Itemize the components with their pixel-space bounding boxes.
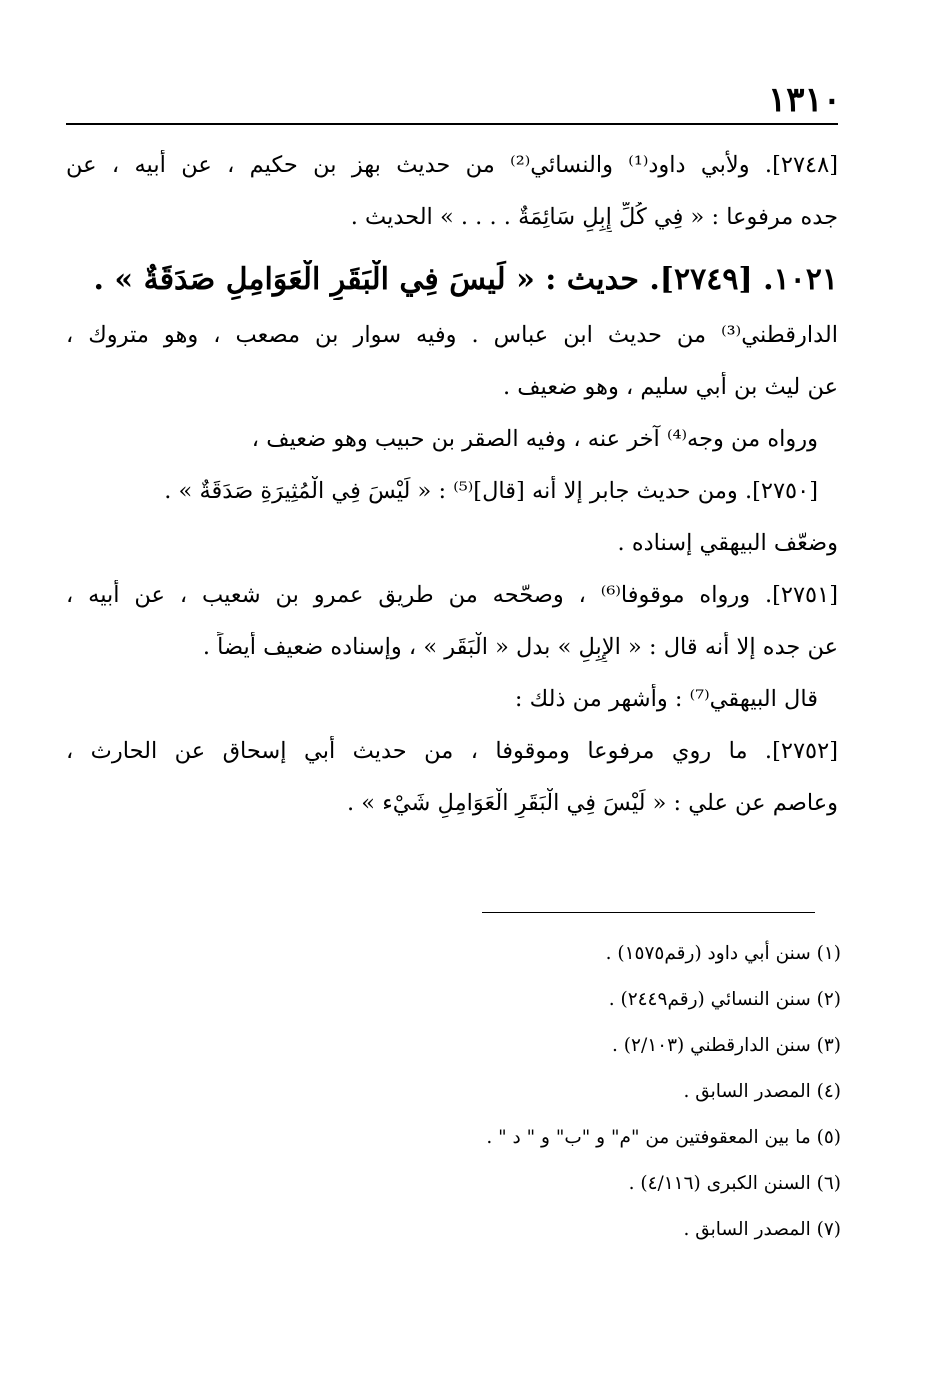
body-text <box>66 150 838 818</box>
header-rule <box>66 123 838 125</box>
text-line: وعاصم عن علي : « لَيْسَ فِي الْبَقَرِ الْعَوَامِلِ شَيْء » . <box>347 790 838 816</box>
text-line: ورواه من وجه⁽⁴⁾ آخر عنه ، وفيه الصقر بن حبيب وهو ضعيف ، <box>251 426 818 452</box>
footnote: (٣) سنن الدارقطني (٢/١٠٣) . <box>612 1035 841 1056</box>
text-line: [٢٧٥٢]. ما روي مرفوعا وموقوفا ، من حديث أبي إسحاق عن الحارث ، <box>66 738 838 764</box>
footnote: (٦) السنن الكبرى (٤/١١٦) . <box>628 1173 841 1194</box>
text-line: عن جده إلا أنه قال : « الإِبِلِ » بدل « الْبَقَر » ، وإسناده ضعيف أيضاً . <box>202 634 838 660</box>
footnote: (١) سنن أبي داود (رقم١٥٧٥) . <box>605 943 841 964</box>
page-number: ١٣١٠ <box>767 80 841 120</box>
text-line: جده مرفوعا : « فِي كُلِّ إِبِلٍ سَائِمَةٌ . . . . » الحديث . <box>350 204 838 230</box>
footnote: (٧) المصدر السابق . <box>683 1219 841 1240</box>
text-line: الدارقطني⁽³⁾ من حديث ابن عباس . وفيه سوار بن مصعب ، وهو متروك ، <box>66 322 838 348</box>
footnote: (٢) سنن النسائي (رقم٢٤٤٩) . <box>608 989 841 1010</box>
text-line: [٢٧٥٠]. ومن حديث جابر إلا أنه [قال]⁽⁵⁾ : « لَيْسَ فِي الْمُثِيرَةِ صَدَقَةٌ » . <box>164 478 818 504</box>
text-line: [٢٧٥١]. ورواه موقوفا⁽⁶⁾ ، وصحّحه من طريق عمرو بن شعيب ، عن أبيه ، <box>66 582 838 608</box>
text-line: قال البيهقي⁽⁷⁾ : وأشهر من ذلك : <box>514 686 818 712</box>
text-line: وضعّف البيهقي إسناده . <box>617 530 838 556</box>
footnote: (٥) ما بين المعقوفتين من "م" و "ب" و " د " . <box>486 1127 841 1148</box>
hadith-heading: ١٠٢١. [٢٧٤٩]. حديث : « لَيسَ فِي الْبَقَرِ الْعَوَامِلِ صَدَقَةٌ » . <box>93 262 838 297</box>
footnotes <box>321 942 841 1242</box>
text-line: [٢٧٤٨]. ولأبي داود⁽¹⁾ والنسائي⁽²⁾ من حديث بهز بن حكيم ، عن أبيه ، عن <box>66 152 838 178</box>
footnote-rule <box>482 912 815 913</box>
footnote: (٤) المصدر السابق . <box>683 1081 841 1102</box>
text-line: عن ليث بن أبي سليم ، وهو ضعيف . <box>502 374 838 400</box>
